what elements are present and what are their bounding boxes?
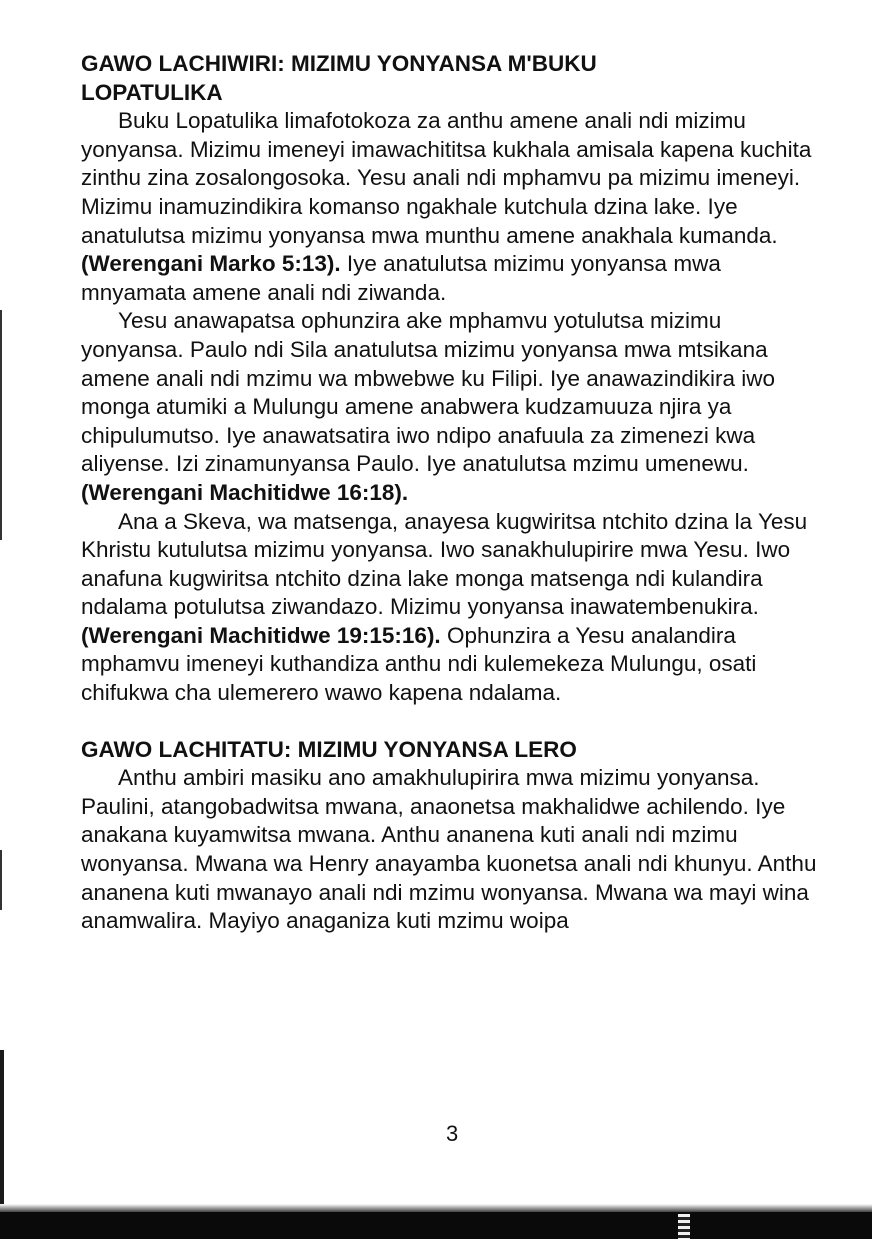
paragraph-text: Ophunzira a Yesu analandira mphamvu imeneyi kuthandiza anthu ndi kulemekeza Mulungu, osati chifukwa cha ulemerero wawo kapena ndalama. <box>81 622 757 706</box>
scripture-reference: (Werengani Marko 5:13). <box>81 251 341 277</box>
section-spacer <box>81 708 821 736</box>
section-3 <box>81 736 821 936</box>
paragraph <box>81 107 821 307</box>
scripture-reference: (Werengani Machitidwe 16:18). <box>81 479 409 505</box>
page-number: 3 <box>446 1121 459 1146</box>
section-heading: GAWO LACHITATU: MIZIMU YONYANSA LERO <box>81 736 577 762</box>
paragraph-text: Iye anatulutsa mizimu yonyansa mwa mnyamata amene anali ndi ziwanda. <box>81 251 721 305</box>
paragraph-text: Ana a Skeva, wa matsenga, anayesa kugwiritsa ntchito dzina la Yesu Khristu kutulutsa mizimu yonyansa. Iwo sanakhulupirire mwa Yesu. Iwo anafuna kugwiritsa ntchito dzina lake monga matsenga ndi kulandira ndalama potulutsa ziwandazo. Mizimu yonyansa inawatembenukira. <box>81 508 808 620</box>
section-heading-line-2: LOPATULIKA <box>81 79 223 105</box>
scan-edge-mark <box>678 1214 690 1239</box>
section-heading <box>81 50 821 107</box>
paragraph-text: Yesu anawapatsa ophunzira ake mphamvu yotulutsa mizimu yonyansa. Paulo ndi Sila anatulutsa mizimu yonyansa mwa mtsikana amene anali ndi mzimu wa mbwebwe ku Filipi. Iye anawazindikira iwo monga atumiki a Mulungu amene anabwera kudzamuuza njira ya chipulumutso. Iye anawatsatira iwo ndipo anafuula za zimenezi kwa aliyense. Izi zinamunyansa Paulo. Iye anatulutsa mzimu umenewu. <box>81 308 776 477</box>
scan-edge-mark <box>0 850 2 910</box>
section-heading-line-1: GAWO LACHIWIRI: MIZIMU YONYANSA M'BUKU <box>81 51 597 76</box>
paragraph <box>81 508 821 708</box>
scan-edge-mark <box>0 310 2 540</box>
paragraph <box>81 764 821 936</box>
scan-edge-mark <box>0 1050 4 1215</box>
scan-shadow <box>0 1212 872 1239</box>
document-page <box>81 50 821 936</box>
paragraph <box>81 307 821 507</box>
paragraph-text: Buku Lopatulika limafotokoza za anthu amene anali ndi mizimu yonyansa. Mizimu imeneyi imawachititsa kukhala amisala kapena kuchita zinthu zina zosalongosoka. Yesu anali ndi mphamvu pa mizimu imeneyi. Mizimu inamuzindikira komanso ngakhale kutchula dzina lake. Iye anatulutsa mizimu yonyansa mwa munthu amene anakhala kumanda. <box>81 108 812 248</box>
paragraph-text: Anthu ambiri masiku ano amakhulupirira mwa mizimu yonyansa. Paulini, atangobadwitsa mwana, anaonetsa makhalidwe achilendo. Iye anakana kuyamwitsa mwana. Anthu ananena kuti anali ndi mzimu wonyansa. Mwana wa Henry anayamba kuonetsa anali ndi khunyu. Anthu ananena kuti mwanayo anali ndi mzimu wonyansa. Mwana wa mayi wina anamwalira. Mayiyo anaganiza kuti mzimu woipa <box>81 765 817 934</box>
scripture-reference: (Werengani Machitidwe 19:15:16). <box>81 622 441 648</box>
section-2 <box>81 50 821 708</box>
